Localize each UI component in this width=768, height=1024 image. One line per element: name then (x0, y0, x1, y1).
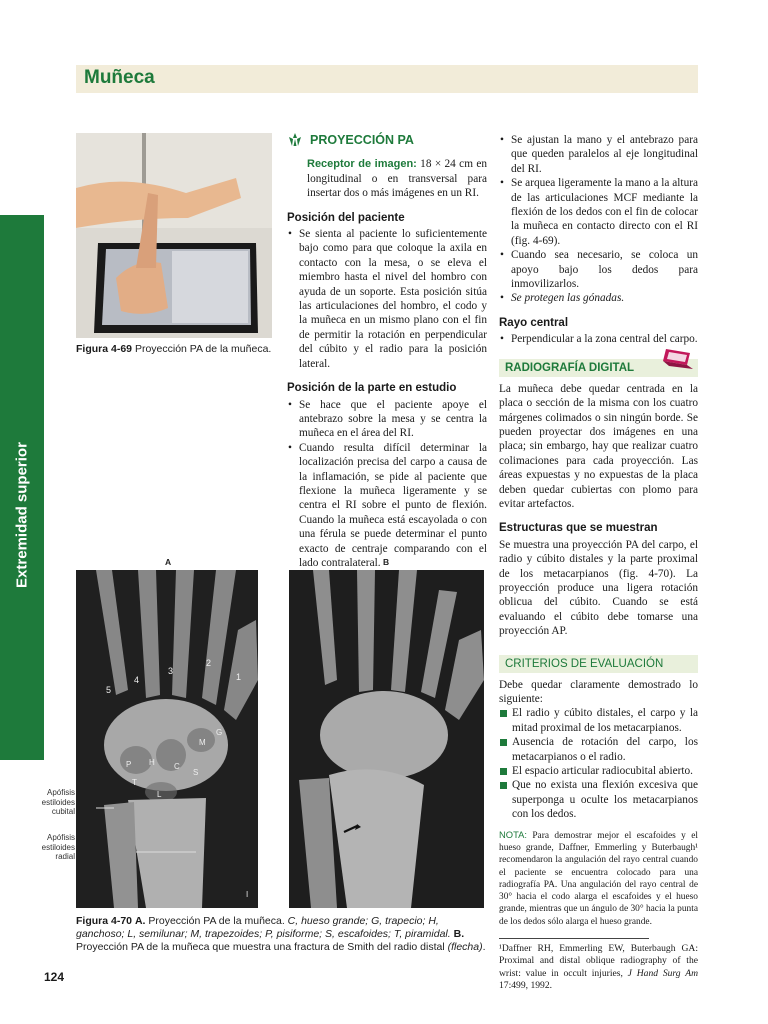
patient-position-list (287, 227, 487, 371)
list-item: • Cuando sea necesario, se coloca un apoyo bajo los dedos para inmovilizarlos. (499, 248, 698, 291)
list-item: • Cuando resulta difícil determinar la localización precisa del carpo a causa de la inflamación, se pide al paciente que flexione la muñeca ligeramente y se centra el RI sobre el punto de flexión. Cuando la muñeca está escayolada o con una férula se puede determinar el punto exacto de centraje comparando con el lado contralateral. (287, 441, 487, 571)
digital-radiography-text: La muñeca debe quedar centrada en la placa o sección de la misma con los cuatro márgenes colimados o sin ningún borde. Se pueden proyectar dos imágenes en una placa; sin embargo, hay que realizar cuatro colimaciones para cada proyección. Las áreas expuestas y no expuestas de la placa deben quedar cubiertas con plomo para evitar artefactos. (499, 382, 698, 510)
column-digital-criteria (499, 133, 698, 993)
bone-label: 2 (206, 658, 212, 668)
evaluation-criteria-heading: CRITERIOS DE EVALUACIÓN (505, 657, 664, 670)
xray-panel-b (289, 570, 484, 908)
figure-4-70-caption (76, 915, 486, 954)
bone-label: M (199, 738, 206, 747)
gonad-protection-text: Se protegen las gónadas. (511, 292, 625, 305)
list-item: • Se sienta al paciente lo suficientemente bajo como para que coloque la axila en contacto con la mesa, o se eleva el miembro hasta el nivel del hombro con ayuda de un soporte. Esta posición sitúa las articulaciones del hombro, el codo y la muñeca en un mismo plano con el fin de permitir la rotación en perpendicular del cúbito y el radio para la posición lateral. (287, 227, 487, 371)
figure-4-69-caption (76, 343, 276, 356)
caption-end: . (482, 941, 486, 953)
central-ray-list (499, 332, 698, 346)
reference-journal: J Hand Surg Am (627, 967, 699, 979)
list-item: El radio y cúbito distales, el carpo y la mitad proximal de los metacarpianos. (499, 706, 698, 735)
page-number: 124 (44, 970, 65, 984)
bone-label: H (149, 758, 155, 767)
caption-text-a: Proyección PA de la muñeca. (145, 915, 288, 927)
column-projection (287, 133, 487, 570)
bone-label: G (216, 728, 223, 737)
list-item (499, 291, 698, 305)
criteria-intro: Debe quedar claramente demostrado lo siguiente: (499, 678, 698, 705)
evaluation-criteria-band (499, 655, 698, 673)
part-position-list (287, 398, 487, 571)
list-item: • Se ajustan la mano y el antebrazo para que queden paralelos al eje longitudinal del RI. (499, 133, 698, 176)
bone-label: T (132, 778, 137, 787)
note-label: NOTA: (499, 828, 527, 840)
receptor-label: Receptor de imagen: (307, 158, 417, 171)
caption-panel-a: A. (134, 915, 146, 927)
part-position-heading: Posición de la parte en estudio (287, 382, 457, 395)
reference-text: ¹Daffner RH, Emmerling EW, Buterbaugh GA: Proximal and distal oblique radiography of the wrist: value in occult injuries, (499, 943, 698, 979)
figure-4-69-photo (76, 133, 272, 338)
receptor-paragraph (287, 157, 487, 200)
chapter-side-label: Extremidad superior (13, 442, 31, 588)
list-item: • Perpendicular a la zona central del carpo. (499, 332, 698, 346)
xray-panel-a (76, 570, 258, 908)
structures-heading: Estructuras que se muestran (499, 522, 658, 535)
positioning-continued-list (499, 133, 698, 306)
list-item: • Se hace que el paciente apoye el antebrazo sobre la mesa y se centra la muñeca en el área del RI. (287, 398, 487, 441)
digital-radiography-heading: RADIOGRAFÍA DIGITAL (505, 361, 635, 374)
bone-label: C (174, 762, 180, 771)
caption-panel-b: B. (450, 928, 465, 940)
list-item: El espacio articular radiocubital abierto. (499, 764, 698, 778)
corner-label: I (246, 890, 249, 899)
bone-label: 1 (236, 672, 242, 682)
footnote-reference (499, 943, 698, 993)
list-item: Que no exista una flexión excesiva que superponga u oculte los metacarpianos con los dedos. (499, 778, 698, 821)
section-title: Muñeca (84, 67, 155, 88)
digital-radiography-band (499, 359, 698, 377)
bone-label: P (126, 760, 132, 769)
section-title-bar (76, 65, 698, 93)
patient-position-heading: Posición del paciente (287, 211, 405, 224)
caption-text-b: Proyección PA de la muñeca que muestra una fractura de Smith del radio distal (76, 941, 448, 953)
note-text: Para demostrar mejor el escafoides y el hueso grande, Daffner, Emmerling y Buterbaugh¹ recomendaron la angulación del rayo central cuando el paciente se encuentra colocado para una radiografía PA. Una angulación del rayo central de 30° hacia el codo alarga el escafoides y el hueso grande, mientras que un ángulo de 30° hacia la punta de los dedos sólo alarga el hueso grande. (499, 830, 698, 927)
figure-panel-label-b: B (383, 557, 390, 567)
receptor-text: 18 × 24 cm en longitudinal o en transversal para insertar dos o más imágenes en un RI. (307, 158, 487, 200)
criteria-list (499, 706, 698, 821)
figure-4-69-label: Figura 4-69 (76, 343, 133, 355)
footnote-divider (499, 938, 649, 939)
ulnar-styloid-label: Apófisis estiloides cubital (41, 788, 75, 816)
figure-4-70-label: Figura 4-70 (76, 915, 133, 927)
radial-styloid-label: Apófisis estiloides radial (41, 833, 75, 861)
chapter-side-tab (0, 215, 44, 760)
projection-heading: PROYECCIÓN PA (310, 133, 414, 147)
caption-legend: C, hueso grande; G, trapecio; H, ganchoso; L, semilunar; M, trapezoides; P, pisiforme; S, escafoides; T, piramidal. (76, 915, 451, 940)
caption-arrow: (flecha) (447, 941, 483, 953)
bone-label: L (157, 790, 162, 799)
bone-label: 3 (168, 666, 174, 676)
bone-label: 5 (106, 685, 112, 695)
laptop-icon (660, 347, 696, 373)
xray-beam-icon (287, 133, 303, 147)
list-item: Ausencia de rotación del carpo, los metacarpianos o el radio. (499, 735, 698, 764)
note-paragraph (499, 829, 698, 928)
central-ray-heading: Rayo central (499, 316, 569, 329)
list-item: • Se arquea ligeramente la mano a la altura de las articulaciones MCF mediante la flexión de los dedos con el fin de colocar la muñeca en contacto directo con el RI (fig. 4-69). (499, 176, 698, 248)
bone-label: S (193, 768, 199, 777)
structures-text: Se muestra una proyección PA del carpo, el radio y cúbito distales y la parte proximal de los metacarpianos (fig. 4-70). La proyección produce una ligera rotación oblicua del cúbito. Cuando se está evaluando el cúbito debe tomarse una proyección AP. (499, 538, 698, 638)
reference-tail: 17:499, 1992. (499, 980, 553, 992)
bone-label: 4 (134, 675, 140, 685)
figure-4-69-caption-text: Proyección PA de la muñeca. (132, 343, 272, 355)
figure-panel-label-a: A (165, 557, 172, 567)
